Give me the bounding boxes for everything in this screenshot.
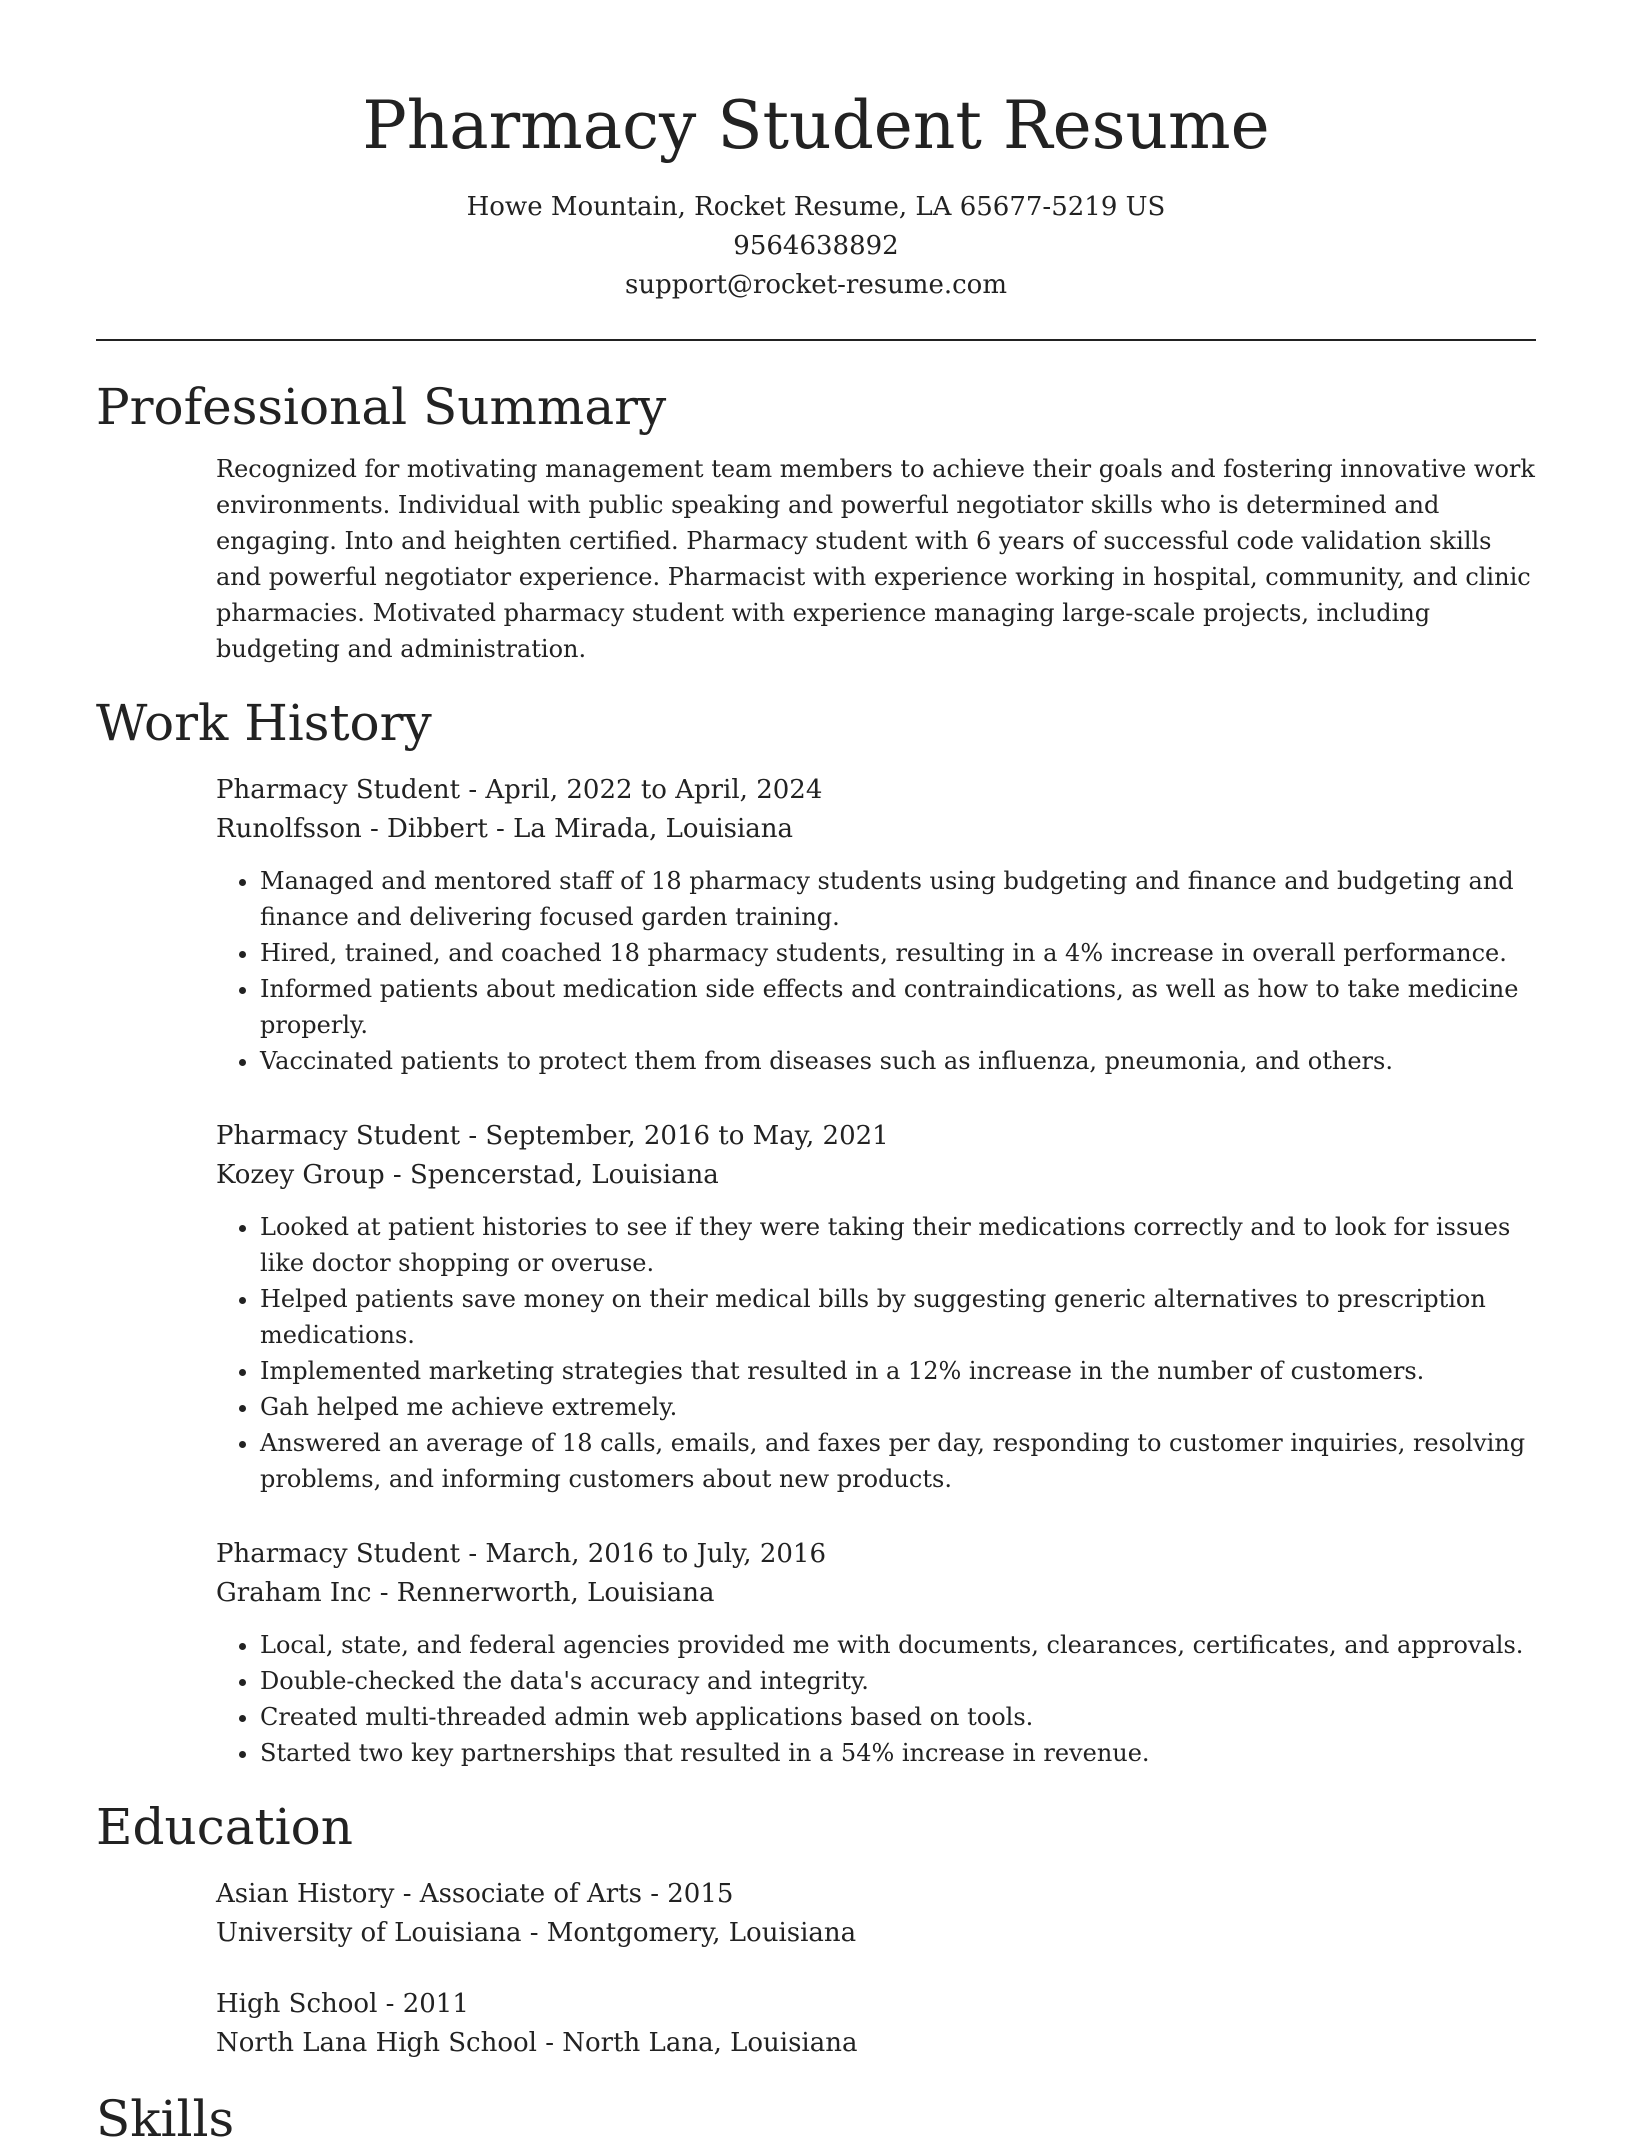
job-bullet: • Vaccinated patients to protect them from diseases such as influenza, pneumonia, and others. — [260, 1043, 1536, 1079]
job-bullets — [216, 863, 1536, 1079]
contact-address: Howe Mountain, Rocket Resume, LA 65677-5219 US — [466, 192, 1166, 222]
resume-page — [96, 0, 1536, 2148]
job-role-line: Pharmacy Student - September, 2016 to May, 2021 — [216, 1121, 889, 1151]
header-divider — [96, 339, 1536, 341]
education-heading: Education — [96, 1798, 353, 1856]
job-entry — [216, 1535, 1536, 1771]
job-bullet: • Local, state, and federal agencies provided me with documents, clearances, certificates, and approvals. — [260, 1627, 1536, 1663]
job-bullets — [216, 1209, 1536, 1497]
job-bullet: • Answered an average of 18 calls, emails, and faxes per day, responding to customer inquiries, resolving problems, and informing customers about new products. — [260, 1425, 1536, 1497]
resume-header — [96, 0, 1536, 305]
skills-heading: Skills — [96, 2090, 235, 2148]
work-history-section — [96, 691, 1536, 1771]
education-entry — [216, 1875, 1536, 1953]
job-bullet: • Helped patients save money on their medical bills by suggesting generic alternatives to prescription medications. — [260, 1281, 1536, 1353]
job-bullet: • Created multi-threaded admin web applications based on tools. — [260, 1699, 1536, 1735]
job-bullet: • Hired, trained, and coached 18 pharmacy students, resulting in a 4% increase in overall performance. — [260, 935, 1536, 971]
job-bullet: • Implemented marketing strategies that resulted in a 12% increase in the number of customers. — [260, 1353, 1536, 1389]
job-company-line: Runolfsson - Dibbert - La Mirada, Louisiana — [216, 814, 794, 844]
job-bullet: • Started two key partnerships that resulted in a 54% increase in revenue. — [260, 1735, 1536, 1771]
education-school-line: University of Louisiana - Montgomery, Louisiana — [216, 1918, 857, 1948]
summary-text: Recognized for motivating management team members to achieve their goals and fostering innovative work environments. Individual with public speaking and powerful negotiator skills who is determined and engaging. Into and heighten certified. Pharmacy student with 6 years of successful code validation skills and powerful negotiator experience. Pharmacist with experience working in hospital, community, and clinic pharmacies. Motivated pharmacy student with experience managing large-scale projects, including budgeting and administration. — [216, 455, 1535, 663]
resume-title: Pharmacy Student Resume — [362, 87, 1270, 164]
summary-heading: Professional Summary — [96, 378, 667, 436]
education-school-line: North Lana High School - North Lana, Louisiana — [216, 2028, 858, 2058]
contact-email: support@rocket-resume.com — [624, 270, 1007, 300]
job-bullets — [216, 1627, 1536, 1771]
education-entry — [216, 1985, 1536, 2063]
job-bullet: • Informed patients about medication side effects and contraindications, as well as how to take medicine properly. — [260, 971, 1536, 1043]
job-company-line: Kozey Group - Spencerstad, Louisiana — [216, 1160, 719, 1190]
education-degree-line: Asian History - Associate of Arts - 2015 — [216, 1879, 734, 1909]
job-entry — [216, 1117, 1536, 1497]
job-role-line: Pharmacy Student - April, 2022 to April, 2024 — [216, 775, 823, 805]
skills-section — [96, 2087, 1536, 2151]
job-role-line: Pharmacy Student - March, 2016 to July, 2016 — [216, 1539, 826, 1569]
job-company-line: Graham Inc - Rennerworth, Louisiana — [216, 1578, 715, 1608]
contact-phone: 9564638892 — [733, 231, 899, 261]
summary-section — [96, 375, 1536, 667]
education-section — [96, 1795, 1536, 2063]
work-history-heading: Work History — [96, 694, 432, 752]
job-entry — [216, 771, 1536, 1079]
job-bullet: • Double-checked the data's accuracy and integrity. — [260, 1663, 1536, 1699]
job-bullet: • Managed and mentored staff of 18 pharmacy students using budgeting and finance and budgeting and finance and delivering focused garden training. — [260, 863, 1536, 935]
education-degree-line: High School - 2011 — [216, 1989, 469, 2019]
job-bullet: • Looked at patient histories to see if they were taking their medications correctly and to look for issues like doctor shopping or overuse. — [260, 1209, 1536, 1281]
job-bullet: • Gah helped me achieve extremely. — [260, 1389, 1536, 1425]
